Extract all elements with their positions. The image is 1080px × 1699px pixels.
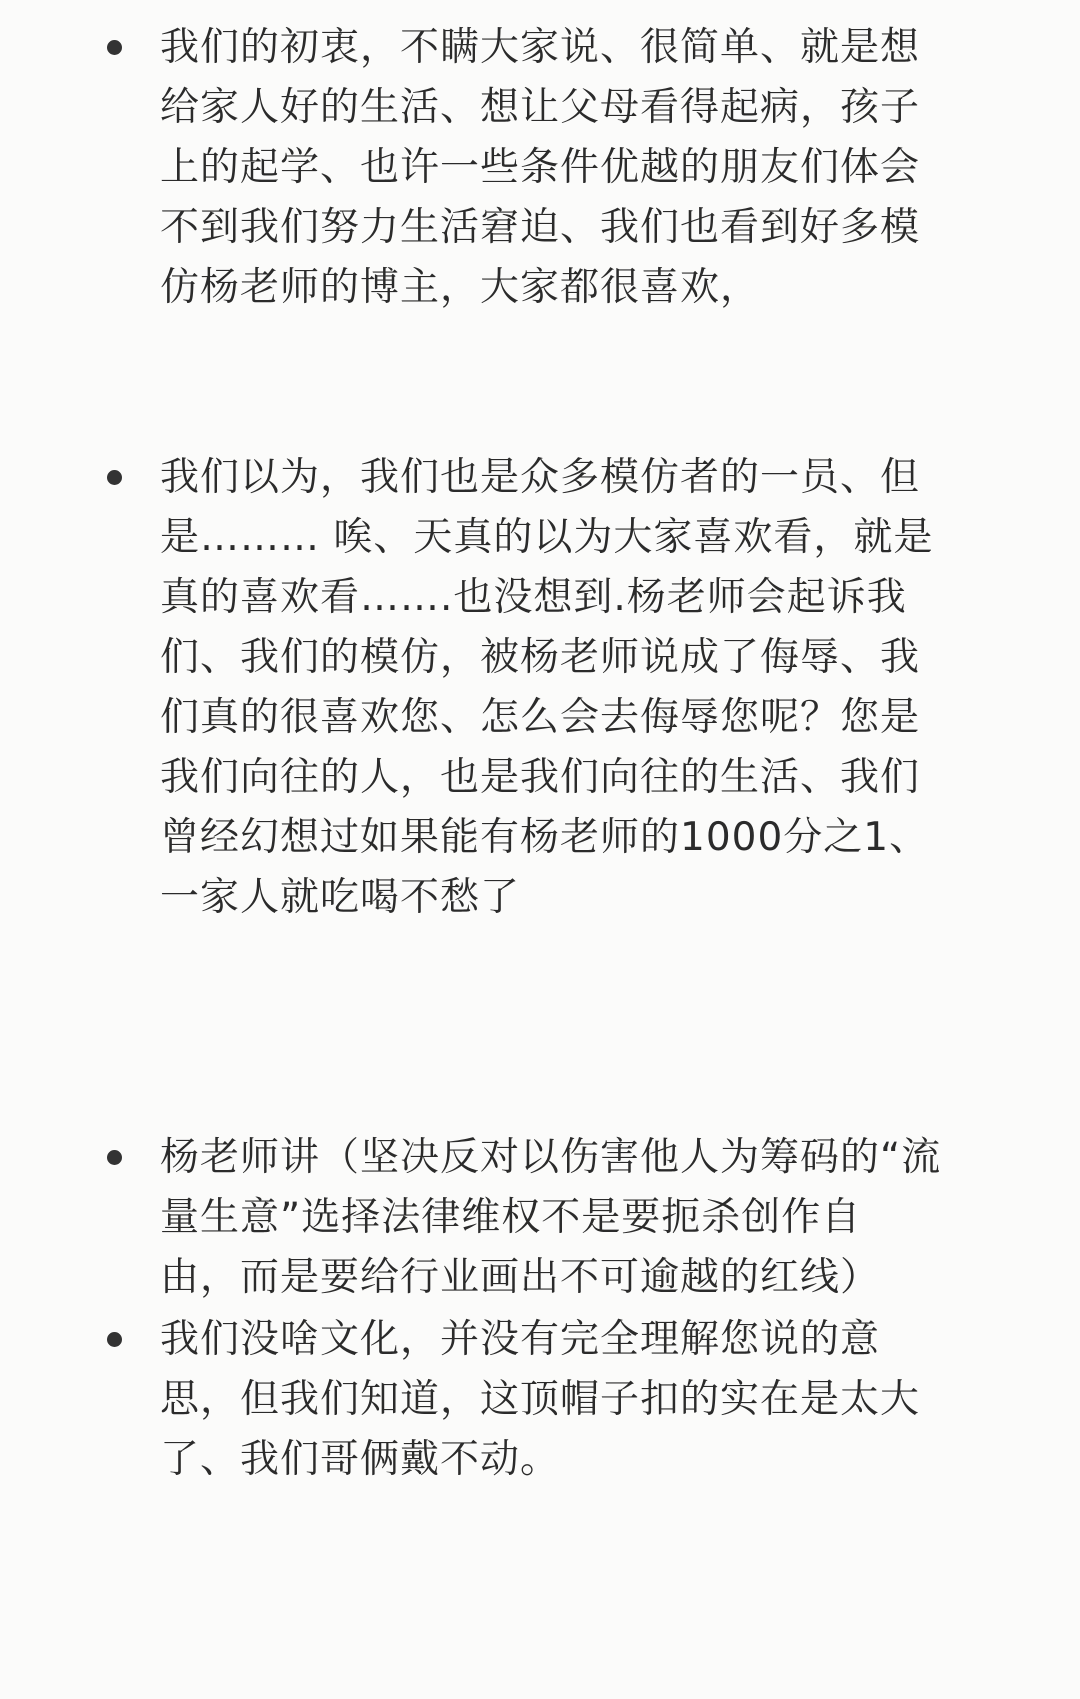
bullet-dot — [107, 1332, 122, 1347]
list-item-text: 我们没啥文化，并没有完全理解您说的意 思，但我们知道，这顶帽子扣的实在是太大 了、我们哥俩戴不动。 — [160, 1317, 921, 1482]
list-item-text: 我们以为，我们也是众多模仿者的一员、但 是……… 唉、天真的以为大家喜欢看，就是 真的喜欢看…….也没想到.杨老师会起诉我 们、我们的模仿，被杨老师说成了侮辱、我 们真的很喜欢您、怎么会去侮辱您呢？您是 我们向往的人，也是我们向往的生活、我们 曾经幻想过如果能有杨老师的1000分之1、 一家人就吃喝不愁了 — [160, 455, 934, 920]
bullet-dot — [107, 470, 122, 485]
list-item-text: 我们的初衷，不瞒大家说、很简单、就是想 给家人好的生活、想让父母看得起病，孩子 上的起学、也许一些条件优越的朋友们体会 不到我们努力生活窘迫、我们也看到好多模 仿杨老师的博主，大家都很喜欢， — [160, 25, 921, 310]
bullet-dot — [107, 40, 122, 55]
list-item-text: 杨老师讲（坚决反对以伤害他人为筹码的“流 量生意”选择法律维权不是要扼杀创作自 由，而是要给行业画出不可逾越的红线） — [160, 1135, 942, 1300]
bullet-dot — [107, 1150, 122, 1165]
